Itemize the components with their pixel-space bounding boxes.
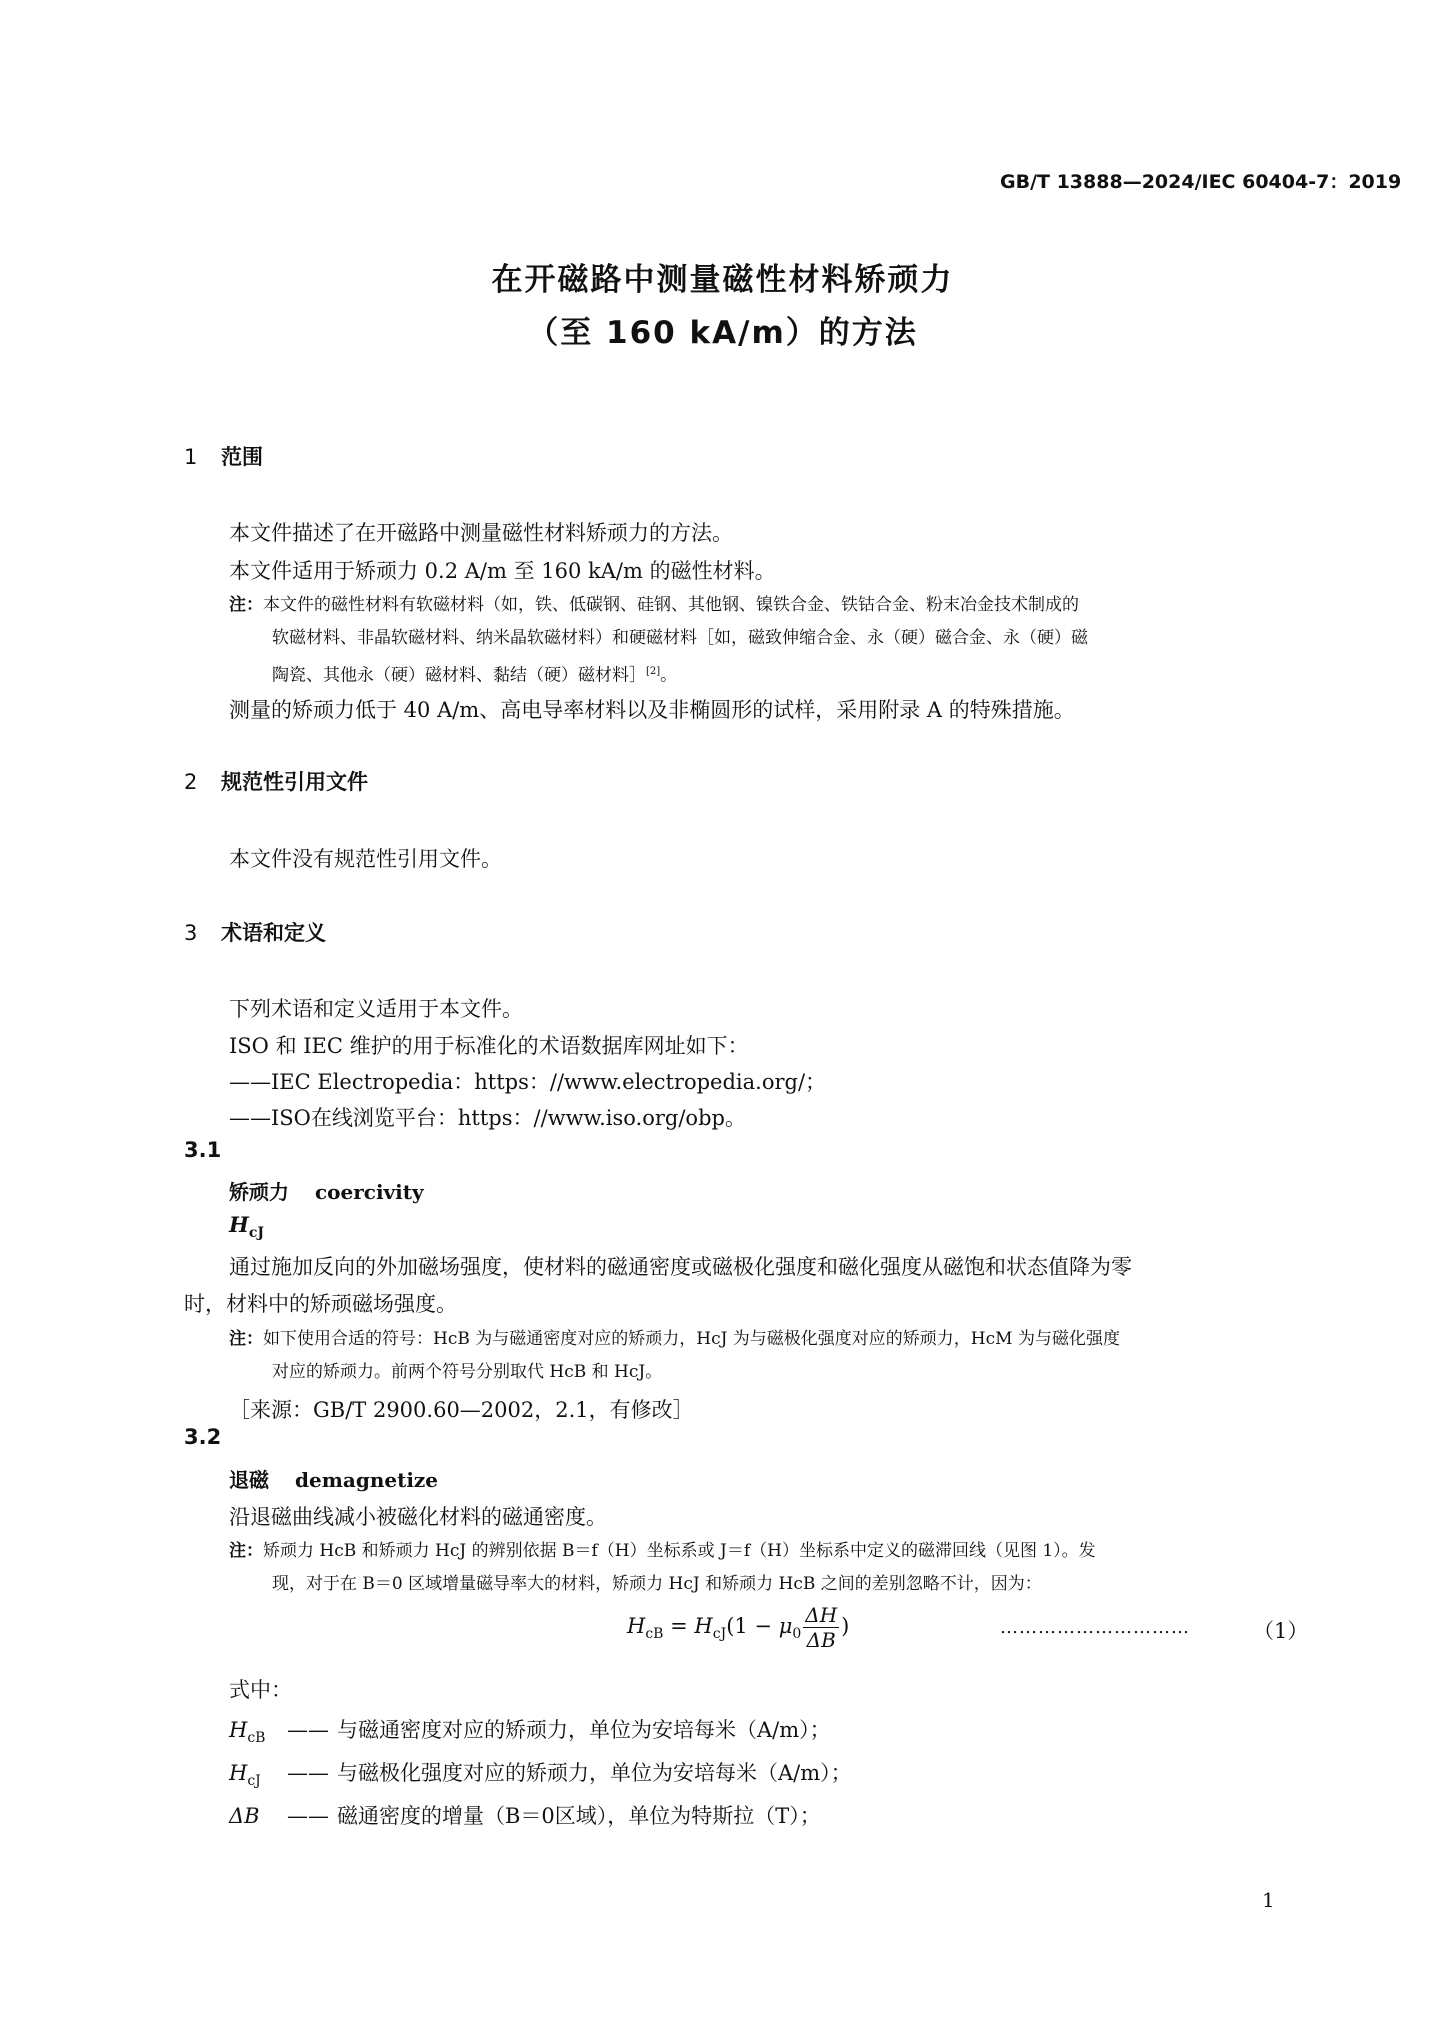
section-number: 3 bbox=[184, 921, 198, 945]
term-number: 3.1 bbox=[184, 1138, 222, 1162]
note-line bbox=[229, 1535, 1096, 1568]
symbol-main: H bbox=[229, 1212, 249, 1237]
symbol-subscript: cJ bbox=[248, 1225, 264, 1242]
variable-definition: $H_{cB}$ —— 与磁通密度对应的矫顽力，单位为安培每米（A/m）； bbox=[229, 1718, 831, 1747]
paragraph: ISO 和 IEC 维护的用于标准化的术语数据库网址如下： bbox=[229, 1034, 749, 1058]
term-symbol bbox=[229, 1212, 264, 1241]
paragraph: 本文件描述了在开磁路中测量磁性材料矫顽力的方法。 bbox=[229, 521, 733, 545]
note-line bbox=[229, 589, 1079, 622]
paragraph: 本文件没有规范性引用文件。 bbox=[229, 847, 502, 871]
denominator: ΔB bbox=[806, 1628, 836, 1652]
note-text: 矫顽力 HcB 和矫顽力 HcJ 的辨别依据 B＝f（H）坐标系或 J＝f（H）坐标系中定义的磁滞回线（见图 1）。发 bbox=[263, 1541, 1096, 1561]
fraction bbox=[803, 1603, 839, 1652]
note-text: 陶瓷、其他永（硬）磁材料、黏结（硬）磁材料］ bbox=[272, 665, 646, 686]
numerator: ΔH bbox=[805, 1603, 838, 1627]
page-number: 1 bbox=[1262, 1888, 1275, 1912]
paragraph: 测量的矫顽力低于 40 A/m、高电导率材料以及非椭圆形的试样，采用附录 A 的特殊措施。 bbox=[229, 698, 1075, 722]
note-label: 注： bbox=[229, 1541, 263, 1561]
variable-definition: ΔB —— 磁通密度的增量（B＝0区域），单位为特斯拉（T）； bbox=[229, 1804, 821, 1828]
note-line bbox=[272, 655, 677, 693]
section-title: 范围 bbox=[221, 445, 263, 469]
note-text: 本文件的磁性材料有软磁材料（如，铁、低碳钢、硅钢、其他钢、镍铁合金、铁钴合金、粉末冶金技术制成的 bbox=[263, 595, 1079, 615]
term-chinese: 退磁 bbox=[229, 1468, 269, 1492]
note-line: 现，对于在 B＝0 区域增量磁导率大的材料，矫顽力 HcJ 和矫顽力 HcB 之间的差别忽略不计，因为： bbox=[272, 1574, 1042, 1594]
standard-number: GB/T 13888—2024/IEC 60404-7：2019 bbox=[1000, 171, 1402, 193]
section-title: 规范性引用文件 bbox=[221, 770, 368, 794]
list-item: ——IEC Electropedia：https：//www.electropedia.org/； bbox=[229, 1070, 827, 1094]
note-line: 软磁材料、非晶软磁材料、纳米晶软磁材料）和硬磁材料［如，磁致伸缩合金、永（硬）磁合金、永（硬）磁 bbox=[272, 628, 1088, 648]
section-3-heading bbox=[184, 917, 326, 947]
paragraph: 本文件适用于矫顽力 0.2 A/m 至 160 kA/m 的磁性材料。 bbox=[229, 559, 776, 583]
paragraph: 下列术语和定义适用于本文件。 bbox=[229, 997, 523, 1021]
formula-leader-dots: ………………………… bbox=[1000, 1617, 1190, 1638]
section-title: 术语和定义 bbox=[221, 921, 326, 945]
definition-line: 时，材料中的矫顽磁场强度。 bbox=[184, 1292, 457, 1316]
definition-line: 沿退磁曲线减小被磁化材料的磁通密度。 bbox=[229, 1505, 607, 1529]
note-label: 注： bbox=[229, 595, 263, 615]
section-1-heading bbox=[184, 441, 263, 471]
term-chinese: 矫顽力 bbox=[229, 1180, 289, 1204]
variable-definition: $H_{cJ}$ —— 与磁极化强度对应的矫顽力，单位为安培每米（A/m）； bbox=[229, 1761, 852, 1790]
definition-line: 通过施加反向的外加磁场强度，使材料的磁通密度或磁极化强度和磁化强度从磁饱和状态值降为零 bbox=[229, 1255, 1132, 1279]
section-number: 1 bbox=[184, 445, 198, 469]
note-line: 对应的矫顽力。前两个符号分别取代 HcB 和 HcJ。 bbox=[272, 1362, 663, 1382]
document-title-line2: （至 160 kA/m）的方法 bbox=[527, 315, 918, 351]
mu-symbol: μ bbox=[778, 1614, 793, 1638]
section-2-heading bbox=[184, 766, 368, 796]
list-item: ——ISO在线浏览平台：https：//www.iso.org/obp。 bbox=[229, 1106, 746, 1130]
note-line bbox=[229, 1323, 1120, 1356]
term-number: 3.2 bbox=[184, 1425, 222, 1449]
formula-number: （1） bbox=[1253, 1619, 1309, 1643]
term-heading bbox=[229, 1176, 424, 1205]
note-label: 注： bbox=[229, 1329, 263, 1349]
term-heading bbox=[229, 1464, 438, 1493]
formula-lhs: H bbox=[627, 1614, 646, 1638]
formula: $H_{cB} = H_{cJ}(1 - \mu_0$ $\frac{\Delta H}{\Delta B}$ ) bbox=[627, 1603, 850, 1652]
reference-marker: [2] bbox=[646, 666, 661, 677]
section-number: 2 bbox=[184, 770, 198, 794]
formula-rhs: H bbox=[694, 1614, 713, 1638]
term-english: coercivity bbox=[315, 1180, 424, 1204]
document-title-line1: 在开磁路中测量磁性材料矫顽力 bbox=[491, 262, 954, 298]
note-text: 如下使用合适的符号：HcB 为与磁通密度对应的矫顽力，HcJ 为与磁极化强度对应的矫顽力，HcM 为与磁化强度 bbox=[263, 1329, 1120, 1349]
where-label: 式中： bbox=[229, 1678, 292, 1702]
note-end: 。 bbox=[660, 665, 678, 686]
source-citation: ［来源：GB/T 2900.60—2002，2.1，有修改］ bbox=[229, 1398, 694, 1422]
term-english: demagnetize bbox=[295, 1468, 438, 1492]
